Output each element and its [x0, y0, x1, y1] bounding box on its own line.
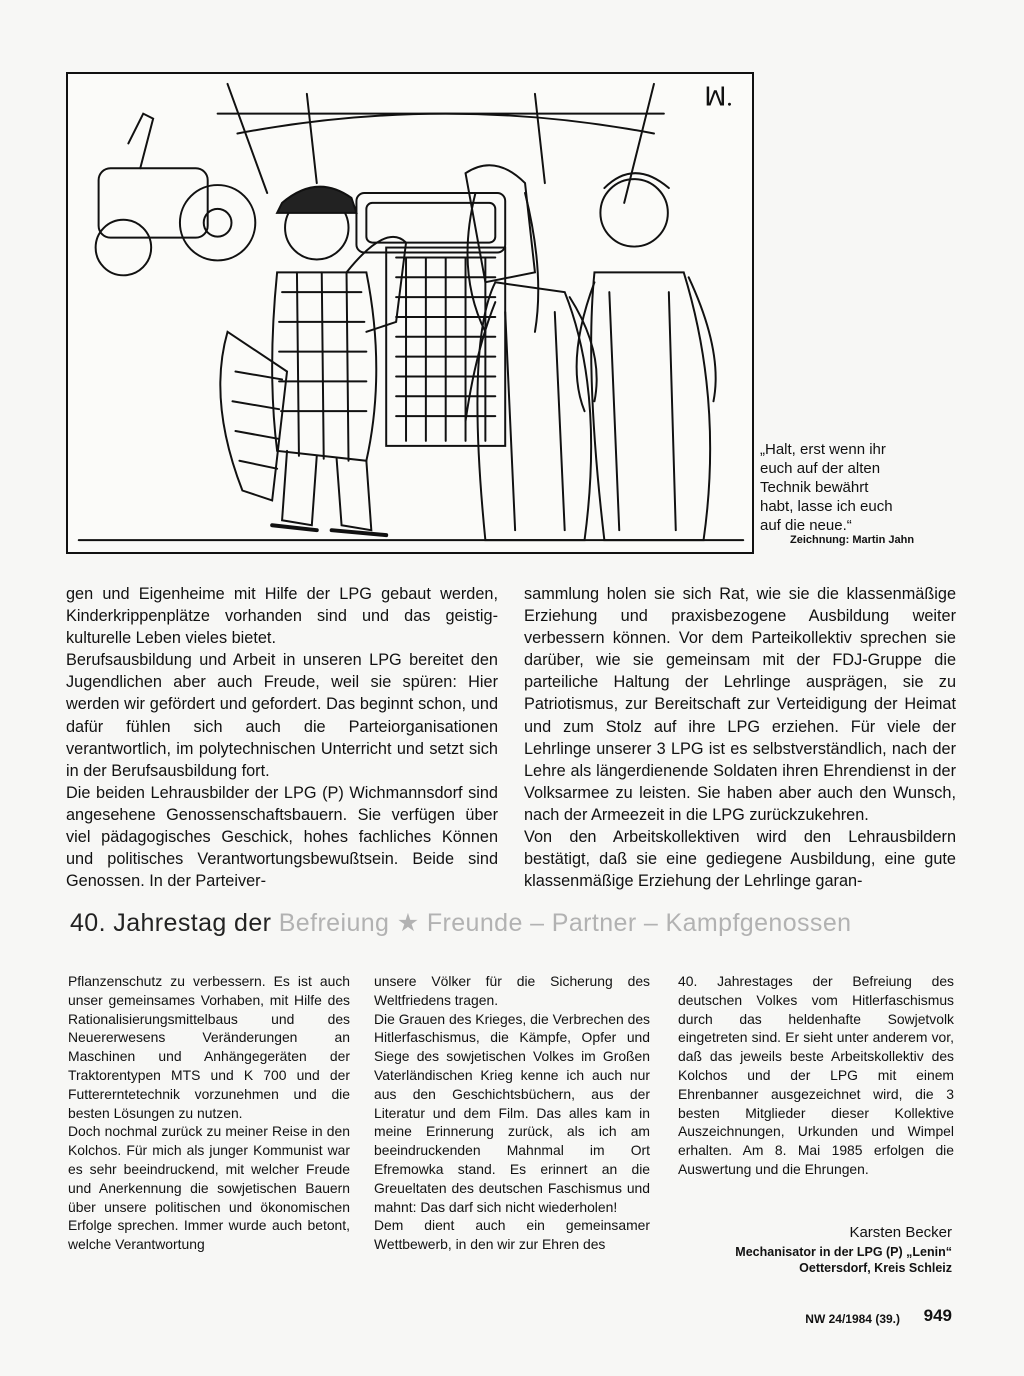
paragraph: Doch nochmal zurück zu meiner Reise in den Kolchos. Für mich als junger Kommunist war es sehr beeindruckend, mit welcher Freude und Anerkennung die sowjetischen Bauern über unsere politischen und ökonomischen Erfolge sprechen. Immer wurde auch betont, welche Verantwortung	[68, 1123, 350, 1253]
paragraph: Pflanzenschutz zu verbessern. Es ist auch unser gemeinsames Vorhaben, mit Hilfe des Rationalisierungsmittelbaus und des Neuererwesens Veränderungen an Maschinen und Anhängegeräten der Traktorentypen MTS und K 700 und der Futtererntetechnik vorzunehmen und die besten Lösungen zu nutzen.	[68, 973, 350, 1121]
article-column-bottom-2	[374, 972, 650, 1254]
banner-title: 40. Jahrestag der	[70, 909, 272, 937]
banner-subtitle: Befreiung ★ Freunde – Partner – Kampfgenossen	[278, 909, 852, 937]
paragraph: Berufsausbildung und Arbeit in unseren LPG bereitet den Jugendlichen aber auch Freude, weil sie spüren: Hier werden wir gefördert und gefordert. Das beginnt schon, und dafür fühlen sich auch die Parteiorganisationen verantwortlich, im polytechnischen Unterricht und setzt sich in der Berufsausbildung fort.	[66, 651, 498, 780]
issue-label: NW 24/1984 (39.)	[805, 1312, 900, 1326]
paragraph: sammlung holen sie sich Rat, wie sie die klassenmäßige Erziehung und praxisbezogene Ausbildung weiter verbessern können. Vor dem Parteikollektiv sprechen sie darüber, wie sie gemeinsam mit der FDJ-Gruppe die parteiliche Haltung der Lehrlinge ausprägen, sie zu Patriotismus, zur Bereitschaft zur Verteidigung der Heimat und zum Stolz auf ihre LPG erziehen. Für viele der Lehrlinge unserer 3 LPG ist es selbstverständlich, nach der Lehre als längerdienende Soldaten ihren Ehrendienst in der Volksarmee zu leisten. Sie haben aber auch den Wunsch, nach der Armeezeit in die LPG zurückzukehren.	[524, 585, 956, 824]
paragraph: Von den Arbeitskollektiven wird den Lehrausbildern bestätigt, daß sie eine gediegene Ausbildung, eine gute klassenmäßige Erziehung der Lehrlinge garan-	[524, 828, 956, 891]
article-column-top-right	[524, 583, 956, 892]
artist-signature: ꟽ.	[704, 82, 733, 112]
article-column-bottom-3	[678, 972, 954, 1179]
section-banner	[70, 908, 960, 948]
paragraph: Dem dient auch ein gemeinsamer Wettbewerb, in den wir zur Ehren des	[374, 1217, 650, 1253]
caption-line: habt, lasse ich euch	[760, 498, 893, 515]
paragraph: unsere Völker für die Sicherung des Weltfriedens tragen.	[374, 973, 650, 1008]
caption-line: Technik bewährt	[760, 479, 869, 496]
caption-line: „Halt, erst wenn ihr	[760, 441, 886, 458]
page-number: 949	[923, 1306, 952, 1325]
paragraph: Die beiden Lehrausbilder der LPG (P) Wichmannsdorf sind angesehene Genossenschaftsbauern. Sie verfügen über viel pädagogisches Geschick, hohes fachliches Können und politisches Verantwortungsbewußtsein. Beide sind Genossen. In der Parteiver-	[66, 783, 498, 891]
paragraph: Die Grauen des Krieges, die Verbrechen des Hitlerfaschismus, die Kämpfe, Opfer und Siege des sowjetischen Volkes im Großen Vaterländischen Krieg kenne ich auch nur aus den Geschichtsbüchern, aus der Literatur und dem Film. Das alles kam in meine Erinnerung zurück, als ich am beeindruckenden Mahnmal im Ort Efremowka stand. Es erinnert an die Greueltaten des deutschen Faschismus und mahnt: Das darf sich nicht wiederholen!	[374, 1010, 650, 1215]
paragraph: 40. Jahrestages der Befreiung des deutschen Volkes vom Hitlerfaschismus durch das heldenhafte Sowjetvolk eingetreten sind. Er sieht unter anderem vor, daß das jeweils beste Arbeitskollektiv des Kolchos und der LPG mit einem Ehrenbanner ausgezeichnet wird, die 3 besten Mitglieder dieser Kollektive Auszeichnungen, Urkunden und Wimpel erhalten. Am 8. Mai 1985 erfolgen die Auswertung und die Ehrungen.	[678, 973, 954, 1177]
caption-line: auf die neue.“	[760, 517, 852, 534]
author-name: Karsten Becker	[849, 1224, 952, 1241]
paragraph: gen und Eigenheime mit Hilfe der LPG gebaut werden, Kinderkrippenplätze vorhanden sind und das geistig-kulturelle Leben vieles bietet.	[66, 585, 498, 648]
article-column-top-left	[66, 583, 498, 892]
author-role	[700, 1244, 952, 1276]
author-role-line: Oettersdorf, Kreis Schleiz	[799, 1261, 952, 1275]
illustration-credit: Zeichnung: Martin Jahn	[790, 534, 915, 546]
cartoon-drawing	[68, 74, 752, 552]
cartoon-illustration	[66, 72, 754, 554]
article-column-bottom-1	[68, 972, 350, 1254]
author-role-line: Mechanisator in der LPG (P) „Lenin“	[735, 1245, 952, 1259]
caption-line: euch auf der alten	[760, 460, 881, 477]
illustration-caption	[760, 440, 960, 535]
